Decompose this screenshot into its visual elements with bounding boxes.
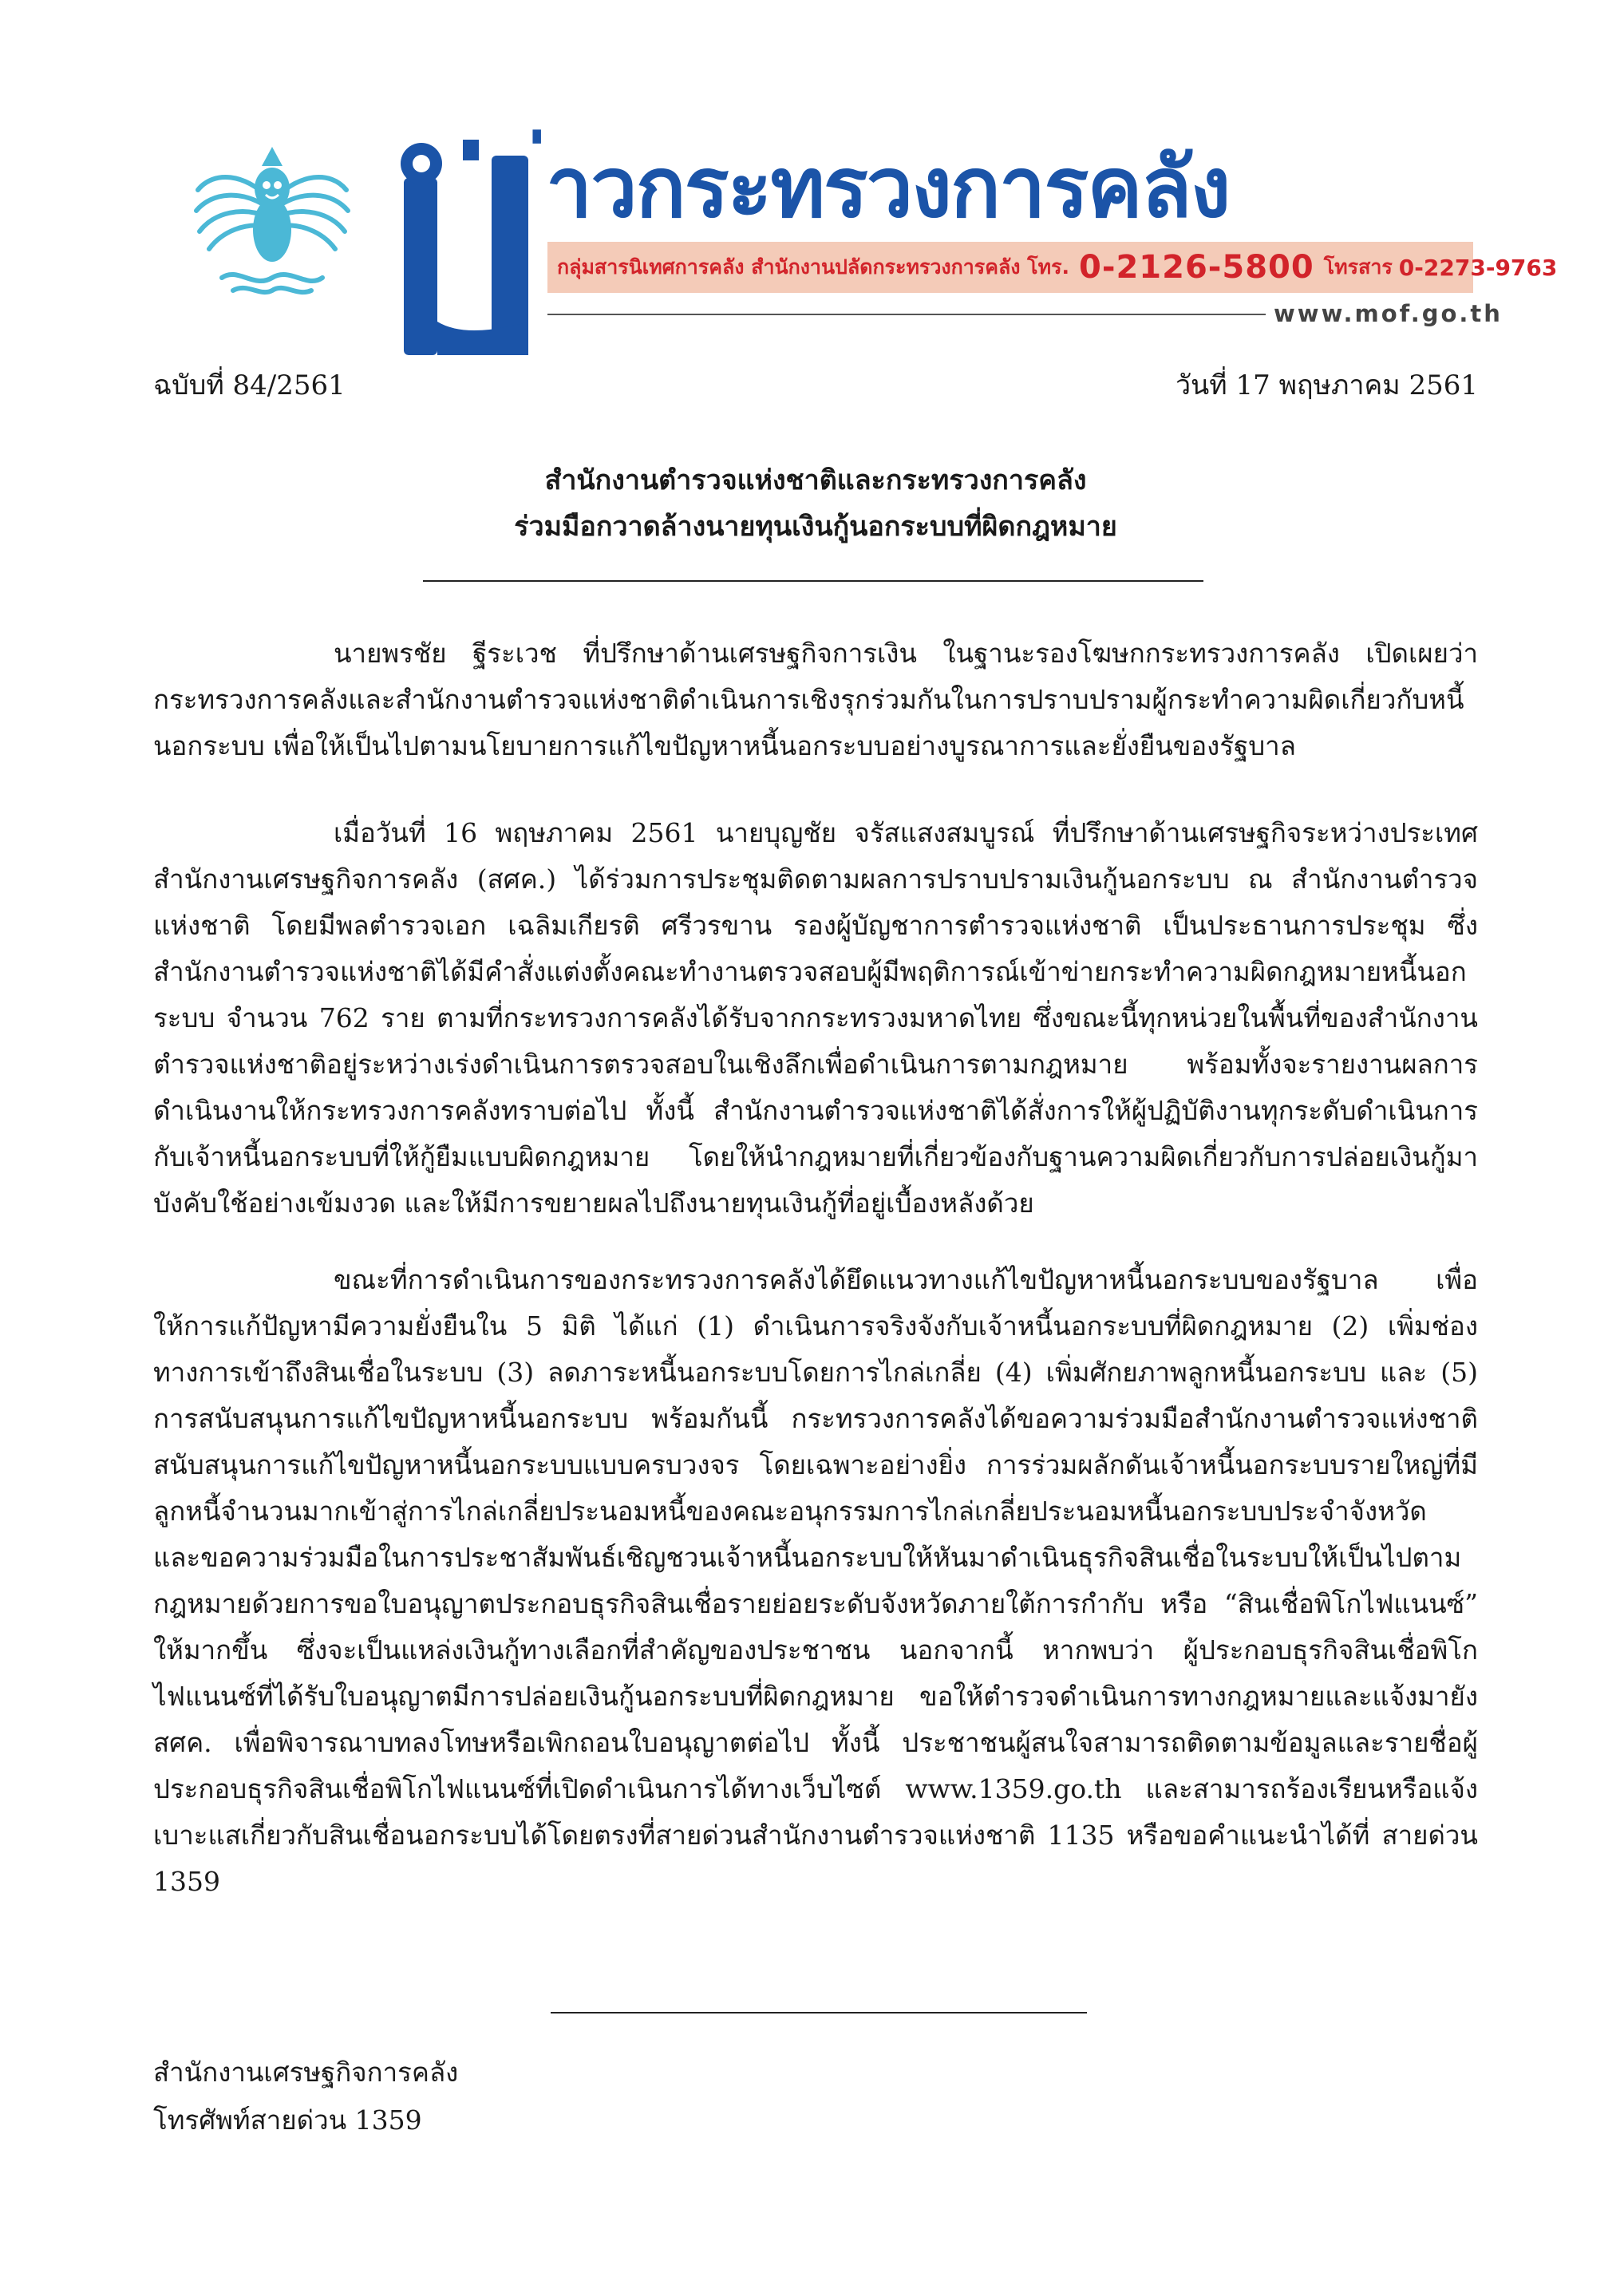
headline-line-1: สำนักงานตำรวจแห่งชาติและกระทรวงการคลัง <box>544 464 1087 496</box>
phone-number: 0-2126-5800 <box>1079 249 1314 286</box>
contact-band <box>547 242 1558 293</box>
website-link[interactable]: www.mof.go.th <box>1274 300 1503 327</box>
end-divider <box>551 2012 1087 2013</box>
footer-hotline: โทรศัพท์สายด่วน 1359 <box>153 2104 422 2136</box>
fax-label: โทรสาร <box>1323 255 1393 279</box>
garuda-emblem-icon <box>190 142 354 298</box>
body-paragraph-2: เมื่อวันที่ 16 พฤษภาคม 2561 นายบุญชัย จรัสแสงสมบูรณ์ ที่ปรึกษาด้านเศรษฐกิจระหว่างประเทศ สำนักงานเศรษฐกิจการคลัง (สศค.) ได้ร่วมการประชุมติดตามผลการปราบปรามเงินกู้นอกระบบ ณ สำนักงานตำรวจแห่งชาติ โดยมีพลตำรวจเอก เฉลิมเกียรติ ศรีวรขาน รองผู้บัญชาการตำรวจแห่งชาติ เป็นประธานการประชุม ซึ่งสำนักงานตำรวจแห่งชาติได้มีคำสั่งแต่งตั้งคณะทำงานตรวจสอบผู้มีพฤติการณ์เข้าข่ายกระทำความผิดกฎหมายหนี้นอกระบบ จำนวน 762 ราย ตามที่กระทรวงการคลังได้รับจากกระทรวงมหาดไทย ซึ่งขณะนี้ทุกหน่วยในพื้นที่ของสำนักงานตำรวจแห่งชาติอยู่ระหว่างเร่งดำเนินการตรวจสอบในเชิงลึกเพื่อดำเนินการตามกฎหมาย พร้อมทั้งจะรายงานผลการดำเนินงานให้กระทรวงการคลังทราบต่อไป ทั้งนี้ สำนักงานตำรวจแห่งชาติได้สั่งการให้ผู้ปฏิบัติงานทุกระดับดำเนินการกับเจ้าหนี้นอกระบบที่ให้กู้ยืมแบบผิดกฎหมาย โดยให้นำกฎหมายที่เกี่ยวข้องกับฐานความผิดเกี่ยวกับการปล่อยเงินกู้มาบังคับใช้อย่างเข้มงวด และให้มีการขยายผลไปถึงนายทุนเงินกู้ที่อยู่เบื้องหลังด้วย <box>153 817 1478 1219</box>
issue-date: วันที่ 17 พฤษภาคม 2561 <box>1175 369 1478 401</box>
masthead-rule <box>547 314 1266 315</box>
body-paragraph-1: นายพรชัย ฐีระเวช ที่ปรึกษาด้านเศรษฐกิจการเงิน ในฐานะรองโฆษกกระทรวงการคลัง เปิดเผยว่า กระทรวงการคลังและสำนักงานตำรวจแห่งชาติดำเนินการเชิงรุกร่วมกันในการปราบปรามผู้กระทำความผิดเกี่ยวกับหนี้นอกระบบ เพื่อให้เป็นไปตามนโยบายการแก้ไขปัญหาหนี้นอกระบบอย่างบูรณาการและยั่งยืนของรัฐบาล <box>153 638 1478 761</box>
fax-number: 0-2273-9763 <box>1398 254 1558 281</box>
footer-office: สำนักงานเศรษฐกิจการคลัง <box>153 2057 459 2088</box>
masthead-initial <box>389 140 541 359</box>
headline-divider <box>423 580 1203 582</box>
issue-number: ฉบับที่ 84/2561 <box>153 369 346 401</box>
masthead-title: ่าวกระทรวงการคลัง <box>547 139 1230 236</box>
headline-line-2: ร่วมมือกวาดล้างนายทุนเงินกู้นอกระบบที่ผิดกฎหมาย <box>514 511 1117 543</box>
body-paragraph-3: ขณะที่การดำเนินการของกระทรวงการคลังได้ยึดแนวทางแก้ไขปัญหาหนี้นอกระบบของรัฐบาล เพื่อให้การแก้ปัญหามีความยั่งยืนใน 5 มิติ ได้แก่ (1) ดำเนินการจริงจังกับเจ้าหนี้นอกระบบที่ผิดกฎหมาย (2) เพิ่มช่องทางการเข้าถึงสินเชื่อในระบบ (3) ลดภาระหนี้นอกระบบโดยการไกล่เกลี่ย (4) เพิ่มศักยภาพลูกหนี้นอกระบบ และ (5) การสนับสนุนการแก้ไขปัญหาหนี้นอกระบบ พร้อมกันนี้ กระทรวงการคลังได้ขอความร่วมมือสำนักงานตำรวจแห่งชาติสนับสนุนการแก้ไขปัญหาหนี้นอกระบบแบบครบวงจร โดยเฉพาะอย่างยิ่ง การร่วมผลักดันเจ้าหนี้นอกระบบรายใหญ่ที่มีลูกหนี้จำนวนมากเข้าสู่การไกล่เกลี่ยประนอมหนี้ของคณะอนุกรรมการไกล่เกลี่ยประนอมหนี้นอกระบบประจำจังหวัด และขอความร่วมมือในการประชาสัมพันธ์เชิญชวนเจ้าหนี้นอกระบบให้หันมาดำเนินธุรกิจสินเชื่อในระบบให้เป็นไปตามกฎหมายด้วยการขอใบอนุญาตประกอบธุรกิจสินเชื่อรายย่อยระดับจังหวัดภายใต้การกำกับ หรือ “สินเชื่อพิโกไฟแนนซ์” ให้มากขึ้น ซึ่งจะเป็นแหล่งเงินกู้ทางเลือกที่สำคัญของประชาชน นอกจากนี้ หากพบว่า ผู้ประกอบธุรกิจสินเชื่อพิโกไฟแนนซ์ที่ได้รับใบอนุญาตมีการปล่อยเงินกู้นอกระบบที่ผิดกฎหมาย ขอให้ตำรวจดำเนินการทางกฎหมายและแจ้งมายัง สศค. เพื่อพิจารณาบทลงโทษหรือเพิกถอนใบอนุญาตต่อไป ทั้งนี้ ประชาชนผู้สนใจสามารถติดตามข้อมูลและรายชื่อผู้ประกอบธุรกิจสินเชื่อพิโกไฟแนนซ์ที่เปิดดำเนินการได้ทางเว็บไซต์ www.1359.go.th และสามารถร้องเรียนหรือแจ้งเบาะแสเกี่ยวกับสินเชื่อนอกระบบได้โดยตรงที่สายด่วนสำนักงานตำรวจแห่งชาติ 1135 หรือขอคำแนะนำได้ที่ สายด่วน 1359 <box>153 1264 1478 1897</box>
office-line: กลุ่มสารนิเทศการคลัง สำนักงานปลัดกระทรวงการคลัง โทร. <box>557 255 1070 279</box>
masthead <box>389 139 1558 359</box>
